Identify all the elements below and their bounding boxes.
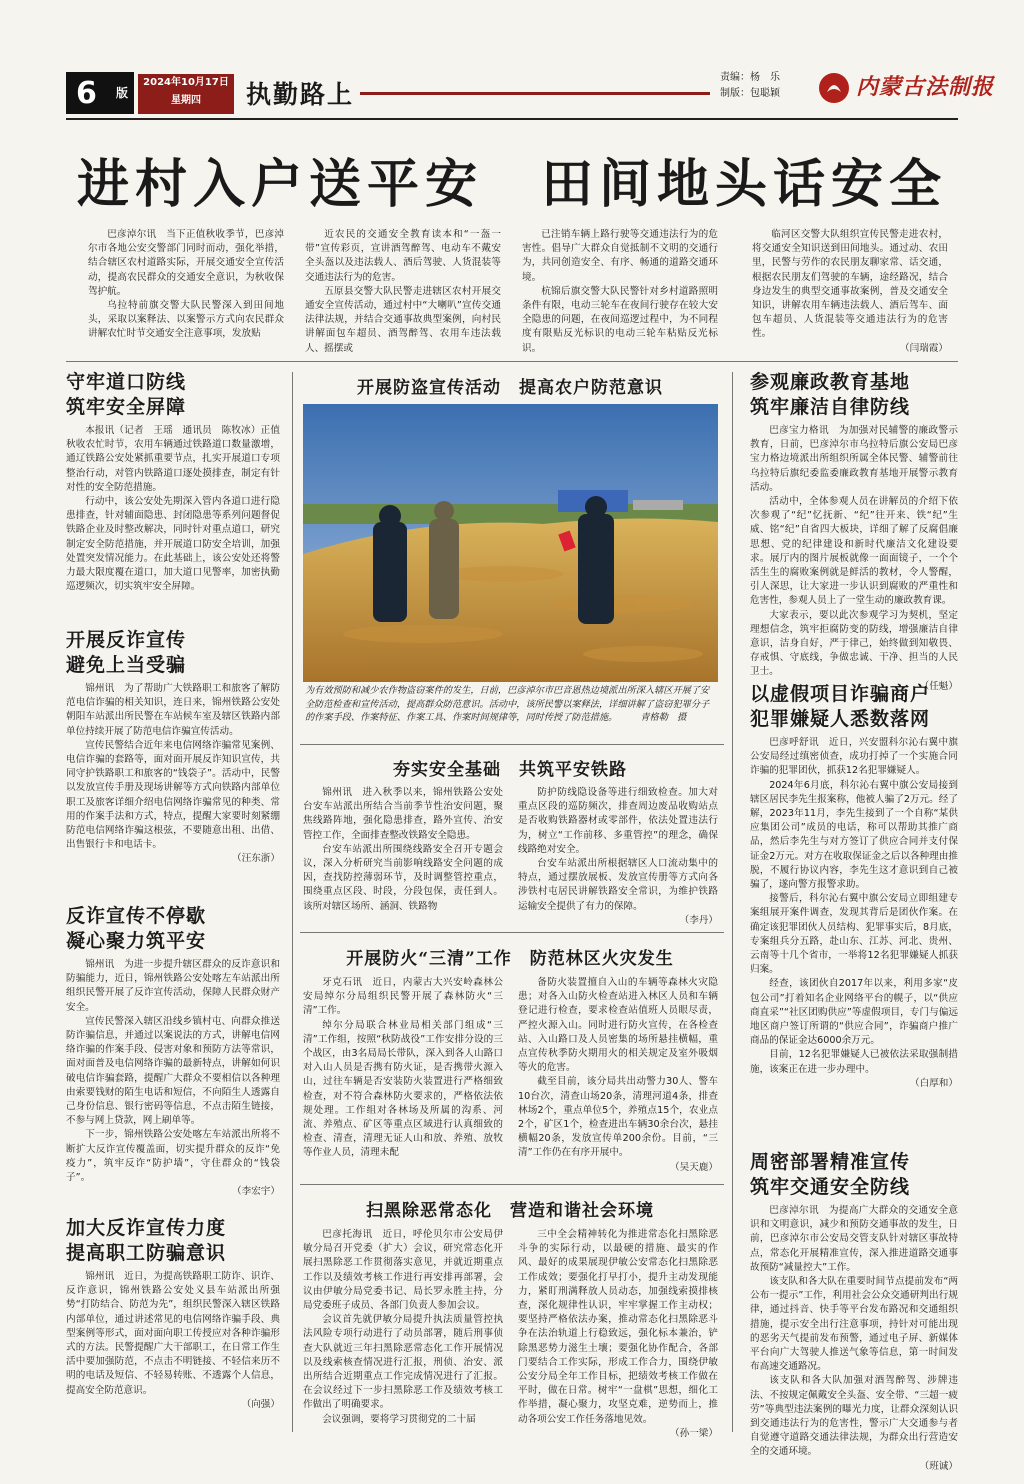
article-title bbox=[66, 904, 280, 954]
article-body bbox=[66, 424, 280, 594]
article-signature: （吴天鹿） bbox=[670, 1161, 718, 1173]
section-rule bbox=[300, 932, 724, 933]
article-title bbox=[66, 1216, 280, 1266]
article-paragraph: 活动中，全体参观人员在讲解员的介绍下依次参观了“纪”忆抚新、“纪”往开来、铁“纪”生威、铭“纪”自省四大板块，详细了解了反腐倡廉思想、党的纪律建设和新时代廉洁文化建设要求。展厅内的图片展板就像一面面镜子，一个个活生生的腐败案例就是鲜活的教材，令人警醒，引人深思，让大家进一步认识到腐败的严重性和危害性，参观人员上了一堂生动的廉政教育课。 bbox=[750, 496, 958, 607]
lead-paragraph: 五原县交警大队民警走进辖区农村开展交通安全宣传活动，通过村中“大喇叭”宣传交通法律法规，并结合交通事故典型案例，向村民讲解面包车超员、酒驾醉驾、农用车违法载人、摇摆或 bbox=[305, 285, 501, 354]
gang-title: 扫黑除恶常态化 营造和谐社会环境 bbox=[366, 1201, 654, 1221]
article-body bbox=[750, 736, 958, 1091]
lead-paragraph: 临河区交警大队组织宣传民警走进农村，将交通安全知识送到田间地头。通过动、农田里，民警与劳作的农民朋友聊家常、话交通，根据农民朋友们驾驶的车辆，途经路况，结合身边发生的典型交通事故案例，普及交通安全知识，讲解农用车辆违法载人、酒后驾车、面包车超员、人货混装等交通违法行为的危害性。 bbox=[752, 229, 948, 340]
article-paragraph: 锦州讯 为了帮助广大铁路职工和旅客了解防范电信诈骗的相关知识，连日来，锦州铁路公安处朝阳车站派出所民警在车站候车室及辖区铁路内部单位持续开展了防范电信诈骗宣传活动。 bbox=[66, 683, 280, 737]
issue-date bbox=[138, 74, 234, 114]
article-paragraph: 锦州讯 近日，为提高铁路职工防诈、识诈、反诈意识，锦州铁路公安处义县车站派出所强势“打防结合、防范为先”，组织民警深入辖区铁路内部单位，通过讲述常见的电信网络诈骗手段、典型案例等形式，面对面向职工传授应对各种诈骗形式的方法。民警提醒广大干部职工，在日常工作生活中要加强防范，不点击不明链接、不轻信来历不明的电话及短信、不轻易转账、不透露个人信息，提高安全防范意识。 bbox=[66, 1271, 280, 1396]
article-body bbox=[750, 1204, 958, 1474]
article-signature: （任魁） bbox=[919, 680, 958, 692]
article-paragraph: 台安车站派出所根据辖区人口流动集中的特点，通过摆放展板、发放宣传册等方式向各涉铁村屯居民讲解铁路安全常识，为维护铁路运输安全提供了有力的保障。 bbox=[518, 858, 718, 912]
lead-paragraph: 乌拉特前旗交警大队民警深入到田间地头，采取以案释法、以案警示方式向农民群众讲解农忙时节交通安全注意事项，发放贴 bbox=[88, 300, 284, 340]
lead-story-col2 bbox=[305, 228, 501, 356]
fire-title: 开展防火“三清”工作 防范林区火灾发生 bbox=[346, 949, 674, 969]
article-paragraph: 经查，该团伙自2017年以来，利用多家“皮包公司”打着知名企业网络平台的幌子，以“供应商直采”“社区团购供应”等虚假项目，专门与偏远地区商户签订所谓的“供应合同”，诈骗商户推广商品的保证金达6000余万元。 bbox=[750, 978, 958, 1047]
photo-caption: 为有效预防和减少农作物盗窃案件的发生，日前，巴彦淖尔市巴音恩热边境派出所深入辖区开展了安全防范检查和宣传活动，提高群众防范意识。活动中，该所民警以案释法，详细讲解了盗窃犯罪分子的作案手段、作案特征、作案工具、作案时间规律等，同时传授了防范措施。 青格勒 摄 bbox=[305, 685, 710, 723]
lead-story-col3 bbox=[522, 228, 718, 356]
article-title-line: 犯罪嫌疑人悉数落网 bbox=[750, 708, 931, 730]
article-paragraph: 巴彦托海讯 近日，呼伦贝尔市公安局伊敏分局召开党委（扩大）会议，研究常态化开展扫黑除恶工作贯彻落实意见，并就近期重点工作以及绩效考核工作进行再安排再部署，会议由伊敏分局党委书记、局长罗永胜主持，分局党委班子成员、各部门负责人参加会议。 bbox=[303, 1229, 503, 1312]
lead-story-col1 bbox=[88, 228, 284, 342]
lead-bottom-rule bbox=[66, 361, 958, 362]
article-title bbox=[66, 628, 280, 678]
article-title-line: 反诈宣传不停歇 bbox=[66, 905, 207, 927]
article-paragraph: 牙克石讯 近日，内蒙古大兴安岭森林公安局绰尔分局组织民警开展了森林防火“三清”工作。 bbox=[303, 977, 503, 1017]
editor-name: 责编：杨 乐 bbox=[720, 72, 780, 83]
designer-name: 制版：包聪颖 bbox=[720, 88, 780, 99]
lead-paragraph: 杭锦后旗交警大队民警针对乡村道路照明条件有限，电动三轮车在夜间行驶存在较大安全隐患的问题，在夜间巡逻过程中，为不同程度有限贴反光标识的电动三轮车粘贴反光标识。 bbox=[522, 285, 718, 354]
article-signature: （向强） bbox=[241, 1398, 280, 1410]
article-title-line: 周密部署精准宣传 bbox=[750, 1151, 911, 1173]
article-title-line: 筑牢廉洁自律防线 bbox=[750, 396, 911, 418]
page-headline: 进村入户送平安 田间地头话安全 bbox=[76, 154, 947, 215]
left-article-2 bbox=[66, 628, 280, 867]
article-title-line: 开展反诈宣传 bbox=[66, 629, 187, 651]
issue-weekday: 星期四 bbox=[171, 95, 201, 106]
article-paragraph: 截至目前，该分局共出动警力30人、警车10台次，清查山场20条，清理河道4条，排查林场2个，重点单位5个，养殖点15个，农业点2个，矿区1个，检查进出车辆30余台次，悬挂横幅20条，发放宣传单200余份。目前，“三清”工作仍在有序开展中。 bbox=[518, 1076, 718, 1159]
left-article-4 bbox=[66, 1216, 280, 1412]
article-paragraph: 大家表示，要以此次参观学习为契机，坚定理想信念，筑牢拒腐防变的防线，增强廉洁自律意识，洁身自好，严于律己，始终做到知敬畏、存戒惧、守底线，争做忠诚、干净、担当的人民卫士。 bbox=[750, 609, 958, 678]
right-article-3 bbox=[750, 1150, 958, 1474]
article-paragraph: 三中全会精神转化为推进常态化扫黑除恶斗争的实际行动，以最硬的措施、最实的作风、最好的成果展现伊敏公安常态化扫黑除恶工作成效；要强化打早打小，提升主动发现能力，紧盯刑满释放人员动态，加强线索摸排核查，深化规律性认识，牢牢掌握工作主动权；要坚持严格依法办案，推动常态化扫黑除恶斗争在法治轨道上行稳致远，强化标本兼治，铲除黑恶势力滋生土壤；要强化协作配合，各部门要结合工作实际，形成工作合力，围绕伊敏公安分局全年工作目标，把绩效考核工作做在平时，做在日常。树牢“一盘棋”思想，细化工作举措，凝心聚力，攻坚克难，逆势而上，推动各项公安工作任务落地见效。 bbox=[518, 1229, 718, 1425]
article-title-line: 参观廉政教育基地 bbox=[750, 371, 911, 393]
article-paragraph: 锦州讯 进入秋季以来，锦州铁路公安处台安车站派出所结合当前季节性治安问题，聚焦线路阵地，强化隐患排查，路外宣传、治安管控工作，全面排查整改铁路安全隐患。 bbox=[303, 787, 503, 841]
fire-col1 bbox=[303, 976, 503, 1161]
article-body bbox=[66, 682, 280, 867]
railway-title: 夯实安全基础 共筑平安铁路 bbox=[393, 760, 627, 780]
corn-field-photo bbox=[303, 404, 718, 682]
left-article-1 bbox=[66, 370, 280, 594]
article-paragraph: 目前，12名犯罪嫌疑人已被依法采取强制措施，该案正在进一步办理中。 bbox=[750, 1049, 958, 1075]
editor-credits bbox=[720, 70, 780, 102]
article-title bbox=[750, 1150, 958, 1200]
lead-paragraph: 已注销车辆上路行驶等交通违法行为的危害性。倡导广大群众自觉抵制不文明的交通行为，共同创造安全、有序、畅通的道路交通环境。 bbox=[522, 229, 718, 283]
article-paragraph: 巴彦呼舒讯 近日，兴安盟科尔沁右翼中旗公安局经过缜密侦查，成功打掉了一个实施合同诈骗的犯罪团伙，抓获12名犯罪嫌疑人。 bbox=[750, 737, 958, 777]
right-article-2 bbox=[750, 682, 958, 1091]
article-paragraph: 该支队和各大队在重要时间节点提前发布“两公布一提示”工作，利用社会公众交通研判出行规律，通过抖音、快手等平台发布路况和交通组织措施，提示安全出行注意事项，持针对可能出现的恶劣天气提前发布预警，通过电子屏、新媒体平台向广大驾驶人推送气象等信息，第一时间发布高速交通路况。 bbox=[750, 1276, 958, 1373]
railway-col2 bbox=[518, 786, 718, 928]
page-number-box bbox=[66, 72, 134, 114]
article-signature: （李宏宇） bbox=[232, 1186, 280, 1198]
column-divider bbox=[292, 372, 293, 1432]
article-paragraph: 下一步，锦州铁路公安处喀左车站派出所将不断扩大反诈宣传覆盖面，切实提升群众的反诈“免疫力”，筑牢反诈“防护墙”，守住群众的“钱袋子”。 bbox=[66, 1129, 280, 1184]
article-title-line: 筑牢安全屏障 bbox=[66, 396, 187, 418]
article-signature: （班诚） bbox=[919, 1460, 958, 1472]
column-title: 执勤路上 bbox=[246, 80, 355, 109]
article-signature: （孙一梁） bbox=[670, 1427, 718, 1439]
article-title bbox=[750, 682, 958, 732]
article-title-line: 凝心聚力筑平安 bbox=[66, 930, 207, 952]
article-title-line: 筑牢交通安全防线 bbox=[750, 1176, 911, 1198]
section-rule bbox=[300, 1184, 724, 1185]
article-paragraph: 接警后，科尔沁右翼中旗公安局立即组建专案组展开案件调查，发现其背后是团伙作案。在确定该犯罪团伙人员结构、犯罪事实后，8月底，专案组兵分五路，赴山东、江苏、河北、贵州、云南等十几个省市，一举将12名犯罪嫌疑人抓获归案。 bbox=[750, 893, 958, 976]
article-paragraph: 巴彦宝力格讯 为加强对民辅警的廉政警示教育，日前，巴彦淖尔市乌拉特后旗公安局巴彦宝力格边境派出所组织所属全体民警、辅警前往乌拉特后旗纪委监委廉政教育基地开展警示教育活动。 bbox=[750, 425, 958, 493]
article-title bbox=[66, 370, 280, 420]
masthead-rule bbox=[360, 92, 710, 95]
article-paragraph: 本报讯（记者 王瑶 通讯员 陈牧冰）正值秋收农忙时节，农用车辆通过铁路道口数量激增，通辽铁路公安处紧抓重要节点，扎实开展道口专项整治行动，对管内铁路道口逐处摸排查，制定有针对性的安全防范措施。 bbox=[66, 425, 280, 493]
article-title-line: 以虚假项目诈骗商户 bbox=[750, 683, 931, 705]
lead-paragraph: 巴彦淖尔讯 当下正值秋收季节，巴彦淖尔市各地公安交警部门同时而动，强化举措，结合辖区农村道路实际，开展交通安全宣传活动，提高农民群众的交通安全意识，为秋收保驾护航。 bbox=[88, 229, 284, 297]
gang-col2 bbox=[518, 1228, 718, 1441]
article-paragraph: 备防火装置擅自入山的车辆等森林火灾隐患；对各入山防火检查站进入林区人员和车辆登记进行检查，要求检查站值班人员眼尽责，严控火源入山。同时进行防火宣传，在各检查站、入山路口及人员密集的场所悬挂横幅，重点宣传秋季防火期用火的相关规定及室外吸烟等火的危害。 bbox=[518, 977, 718, 1074]
article-paragraph: 该支队和各大队加强对酒驾醉驾、涉牌违法、不按规定佩戴安全头盔、安全带、“三超一疲劳”等典型违法案例的曝光力度，让群众深刻认识到交通违法行为的危害性，警示广大交通参与者自觉遵守道路交通法律法规，为群众出行营造安全的交通环境。 bbox=[750, 1375, 958, 1458]
lead-signature: （闫瑞霞） bbox=[900, 342, 948, 354]
brand-logo-icon bbox=[818, 72, 850, 104]
railway-col1 bbox=[303, 786, 503, 914]
gang-col1 bbox=[303, 1228, 503, 1427]
page-number: 6 bbox=[76, 75, 97, 111]
article-signature: （汪东浙） bbox=[232, 853, 280, 865]
left-article-3 bbox=[66, 904, 280, 1199]
masthead-bottom-rule bbox=[66, 118, 958, 120]
brand-name: 内蒙古法制报 bbox=[856, 74, 995, 100]
article-paragraph: 行动中，该公安处先期深入管内各道口进行隐患排查，针对辅面隐患、封闭隐患等系列问题督促铁路企业及时整改解决，同时针对重点道口，研究制定安全防范措施，并开展道口防安全培训，加强处置突发情况能力。在此基础上，该公安处还将警力最大限度覆在道口，加大道口见警率，加密执勤巡逻频次，切实筑牢安全屏障。 bbox=[66, 496, 280, 593]
article-body bbox=[66, 958, 280, 1199]
article-title-line: 加大反诈宣传力度 bbox=[66, 1217, 227, 1239]
article-signature: （李丹） bbox=[679, 914, 718, 926]
article-paragraph: 宣传民警结合近年来电信网络诈骗常见案例、电信诈骗的套路等，面对面开展反诈知识宣传，共同守护铁路职工和旅客的“钱袋子”。活动中，民警以发放宣传手册及现场讲解等方式向铁路内部单位职工及旅客详细介绍电信网络诈骗常见的种类、常用的作案手法和方式，特点，提醒大家要时刻紧绷防范电信网络诈骗这根弦，不要随意出租、出借、出售银行卡和电话卡。 bbox=[66, 739, 280, 851]
article-body bbox=[66, 1270, 280, 1412]
page-unit: 版 bbox=[116, 85, 129, 100]
article-paragraph: 会议强调，要将学习贯彻党的二十届 bbox=[322, 1413, 476, 1425]
article-body bbox=[750, 424, 958, 694]
photo-section-title: 开展防盗宣传活动 提高农户防范意识 bbox=[357, 378, 663, 398]
issue-date-text: 2024年10月17日 bbox=[143, 77, 229, 88]
article-title bbox=[750, 370, 958, 420]
lead-paragraph: 近农民的交通安全教育读本和“一盔一带”宣传彩页，宣讲酒驾醉驾、电动车不戴安全头盔以及违法载人、酒后驾驶、人货混装等交通违法行为的危害。 bbox=[305, 229, 501, 283]
article-title-line: 提高职工防骗意识 bbox=[66, 1242, 227, 1264]
article-paragraph: 2024年6月底，科尔沁右翼中旗公安局接到辖区居民李先生报案称，他被人骗了2万元。经了解，2023年11月，李先生接到了一个自称“某供应集团公司”成员的电话，称可以帮助其推广商品，然后李先生与对方签订了供应合同并支付保证金2万元。对方在收取保证金之后以各种理由推脱，不履行协议内容，李先生这才意识到自己被骗了，遂向警方报警求助。 bbox=[750, 779, 958, 891]
lead-story-col4 bbox=[752, 228, 948, 356]
right-article-1 bbox=[750, 370, 958, 694]
article-paragraph: 台安车站派出所围绕线路安全召开专题会议，深入分析研究当前影响线路安全问题的成因，查找防控薄弱环节，及时调整管控重点，围绕重点区段、时段，分段包保，责任到人。该所对辖区场所、涵洞、铁路物 bbox=[303, 843, 503, 912]
fire-col2 bbox=[518, 976, 718, 1175]
article-paragraph: 巴彦淖尔讯 为提高广大群众的交通安全意识和文明意识，减少和预防交通事故的发生，日前，巴彦淖尔市公安局交管支队针对辖区事故特点，常态化开展精准宣传，深入推进道路交通事故预防“减量控大”工作。 bbox=[750, 1205, 958, 1273]
article-signature: （白厚和） bbox=[910, 1077, 958, 1089]
article-paragraph: 宣传民警深入辖区沿线乡镇村屯、向群众推送防诈骗信息，并通过以案说法的方式，讲解电信网络诈骗的作案手段、侵害对象和预防方法等常识，面对面普及电信网络诈骗的最新特点，讲解如何识破电信诈骗套路，提醒广大群众不要相信以各种理由索要钱财的陌生电话和短信，不向陌生人透露自己身份信息、银行密码等信息，不点击陌生链接，不参与网上贷款，网上刷单等。 bbox=[66, 1015, 280, 1127]
article-title-line: 守牢道口防线 bbox=[66, 371, 187, 393]
article-paragraph: 防护防线隐设备等进行细致检查。加大对重点区段的巡防频次，排查周边废品收购站点是否收购铁路器材或零部件，依法处置违法行为，树立“工作前移、多重管控”的理念，确保线路绝对安全。 bbox=[518, 787, 718, 855]
column-divider bbox=[732, 372, 733, 1432]
article-paragraph: 绰尔分局联合林业局相关部门组成“三清”工作组，按照“秋防战役”工作安排分设的三个战区，由3名局局长带队，深入到各人山路口对入山人员是否携有防火证，是否携带火源入山，过往车辆是否安装防火装置进行严格细致检查，对不符合森林防火要求的，严格依法依规处理。工作组对各林场及所属的沟系、河流、养殖点、矿区等重点区域进行认真细致的检查、清查，清理无证人山和放、养殖、放牧等作业人员，清理未配 bbox=[303, 1019, 503, 1159]
article-paragraph: 锦州讯 为进一步提升辖区群众的反诈意识和防骗能力，近日，锦州铁路公安处喀左车站派出所组织民警开展了反诈宣传活动，保障人民群众财产安全。 bbox=[66, 959, 280, 1013]
section-rule bbox=[300, 744, 724, 745]
article-title-line: 避免上当受骗 bbox=[66, 654, 187, 676]
article-paragraph: 会议首先就伊敏分局提升执法质量管控执法风险专项行动进行了动员部署，随后刑事侦查大队就近三年扫黑除恶常态化工作开展情况以及线索核查情况进行汇报，刑侦、治安、派出所结合近期重点工作完成情况进行了汇报。在会议经过下一步扫黑除恶工作及绩效考核工作做出了明确要求。 bbox=[303, 1314, 503, 1411]
